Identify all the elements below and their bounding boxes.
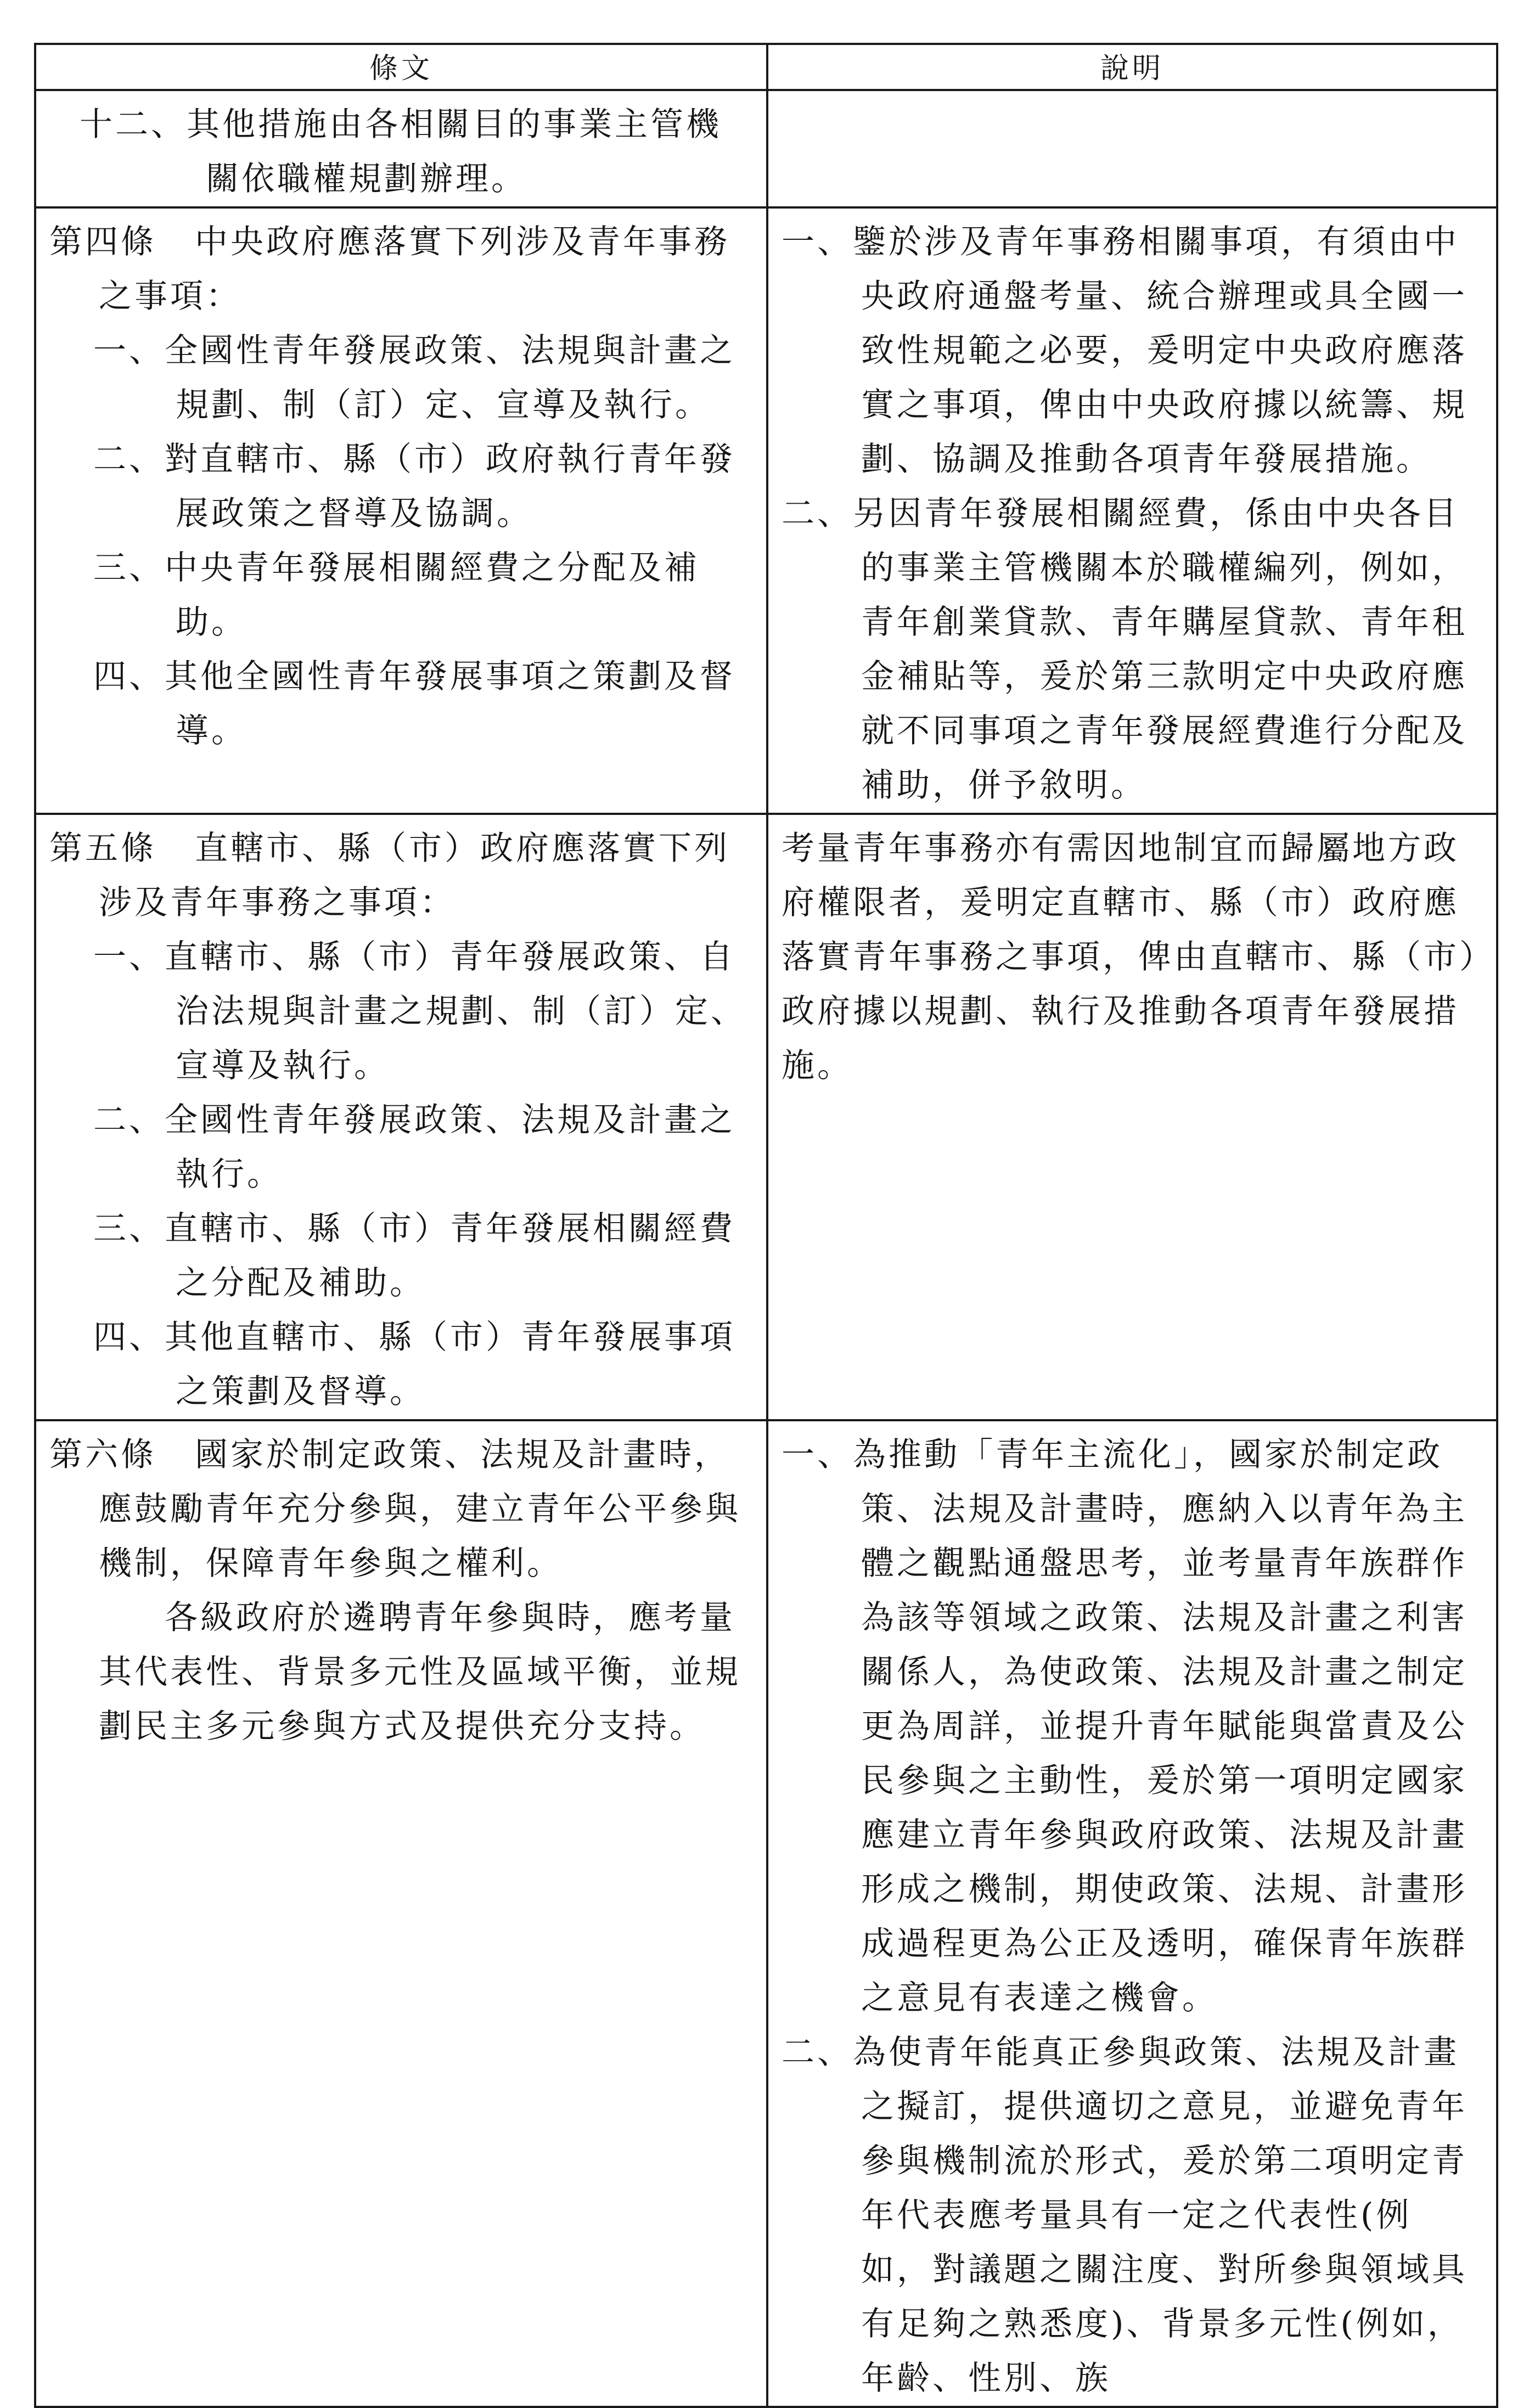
article-heading (49, 822, 753, 930)
article-item (49, 650, 753, 758)
explanation-cell (767, 90, 1497, 207)
article-item (49, 1202, 753, 1310)
item-number: 四、 (93, 1318, 165, 1357)
article-intro: 中央政府應落實下列涉及青年事務之事項： (99, 223, 730, 316)
article-label: 第六條 (49, 1436, 156, 1474)
explanation-cell (767, 814, 1497, 1420)
header-row (35, 44, 1497, 90)
article-item (49, 1310, 753, 1419)
article-intro: 國家於制定政策、法規及計畫時，應鼓勵青年充分參與，建立青年公平參與機制，保障青年參與之權利。 (99, 1436, 741, 1583)
article-item (49, 324, 753, 432)
article-item (49, 541, 753, 650)
item-number: 二、 (782, 494, 853, 533)
article-cell (35, 814, 767, 1420)
table-row (35, 207, 1497, 814)
explanation-item (782, 487, 1483, 813)
item-text: 直轄市、縣（市）青年發展相關經費之分配及補助。 (165, 1209, 735, 1302)
table-row (35, 1420, 1497, 2407)
item-text: 另因青年發展相關經費，係由中央各目的事業主管機關本於職權編列，例如，青年創業貸款、青年購屋貸款、青年租金補貼等，爰於第三款明定中央政府應就不同事項之青年發展經費進行分配及補助，併予敘明。 (853, 494, 1468, 804)
article-cell (35, 1420, 767, 2407)
article-cell (35, 207, 767, 814)
item-text: 為使青年能真正參與政策、法規及計畫之擬訂，提供適切之意見，並避免青年參與機制流於形式，爰於第二項明定青年代表應考量具有一定之代表性(例如，對議題之關注度、對所參與領域具有足夠之熟悉度)、背景多元性(例如，年齡、性別、族 (853, 2033, 1468, 2398)
item-text: 對直轄市、縣（市）政府執行青年發展政策之督導及協調。 (165, 440, 735, 533)
article-item (49, 930, 753, 1093)
article-item (49, 432, 753, 541)
item-number: 十二、 (80, 105, 187, 144)
document-table (34, 43, 1498, 2408)
item-number: 二、 (93, 1101, 165, 1139)
item-text: 其他全國性青年發展事項之策劃及督導。 (165, 657, 735, 750)
article-label: 第四條 (49, 223, 156, 261)
item-text: 其他直轄市、縣（市）青年發展事項之策劃及督導。 (165, 1318, 735, 1411)
column-header-article: 條文 (35, 44, 767, 90)
item-number: 一、 (782, 223, 853, 261)
explanation-cell (767, 207, 1497, 814)
item-number: 四、 (93, 657, 165, 696)
article-heading (49, 1428, 753, 1591)
article-item (49, 1093, 753, 1202)
item-number: 二、 (93, 440, 165, 479)
article-label: 第五條 (49, 829, 156, 868)
article-item (49, 98, 753, 206)
explanation-item (782, 215, 1483, 487)
item-number: 一、 (93, 331, 165, 370)
item-text: 其他措施由各相關目的事業主管機關依職權規劃辦理。 (187, 105, 722, 198)
item-text: 中央青年發展相關經費之分配及補助。 (165, 549, 700, 642)
item-text: 全國性青年發展政策、法規及計畫之執行。 (165, 1101, 735, 1194)
item-number: 一、 (93, 938, 165, 976)
item-number: 三、 (93, 1209, 165, 1248)
item-text: 全國性青年發展政策、法規與計畫之規劃、制（訂）定、宣導及執行。 (165, 331, 735, 424)
item-text: 為推動「青年主流化」，國家於制定政策、法規及計畫時，應納入以青年為主體之觀點通盤思考，並考量青年族群作為該等領域之政策、法規及計畫之利害關係人，為使政策、法規及計畫之制定更為周詳，並提升青年賦能與當責及公民參與之主動性，爰於第一項明定國家應建立青年參與政府政策、法規及計畫形成之機制，期使政策、法規、計畫形成過程更為公正及透明，確保青年族群之意見有表達之機會。 (853, 1436, 1468, 2017)
article-paragraph: 各級政府於遴聘青年參與時，應考量其代表性、背景多元性及區域平衡，並規劃民主多元參與方式及提供充分支持。 (99, 1599, 741, 1746)
item-text: 鑒於涉及青年事務相關事項，有須由中央政府通盤考量、統合辦理或具全國一致性規範之必要，爰明定中央政府應落實之事項，俾由中央政府據以統籌、規劃、協調及推動各項青年發展措施。 (853, 223, 1468, 479)
explanation-text: 考量青年事務亦有需因地制宜而歸屬地方政府權限者，爰明定直轄市、縣（市）政府應落實青年事務之事項，俾由直轄市、縣（市）政府據以規劃、執行及推動各項青年發展措施。 (782, 829, 1479, 1085)
item-number: 三、 (93, 549, 165, 587)
article-intro: 直轄市、縣（市）政府應落實下列涉及青年事務之事項： (99, 829, 730, 922)
explanation-item (782, 1428, 1483, 2026)
article-heading (49, 215, 753, 324)
item-number: 二、 (782, 2033, 853, 2072)
explanation-cell (767, 1420, 1497, 2407)
table-row (35, 814, 1497, 1420)
column-header-explanation: 說明 (767, 44, 1497, 90)
item-number: 一、 (782, 1436, 853, 1474)
article-cell (35, 90, 767, 207)
explanation-item (782, 2026, 1483, 2406)
item-text: 直轄市、縣（市）青年發展政策、自治法規與計畫之規劃、制（訂）定、宣導及執行。 (165, 938, 746, 1085)
table-row (35, 90, 1497, 207)
